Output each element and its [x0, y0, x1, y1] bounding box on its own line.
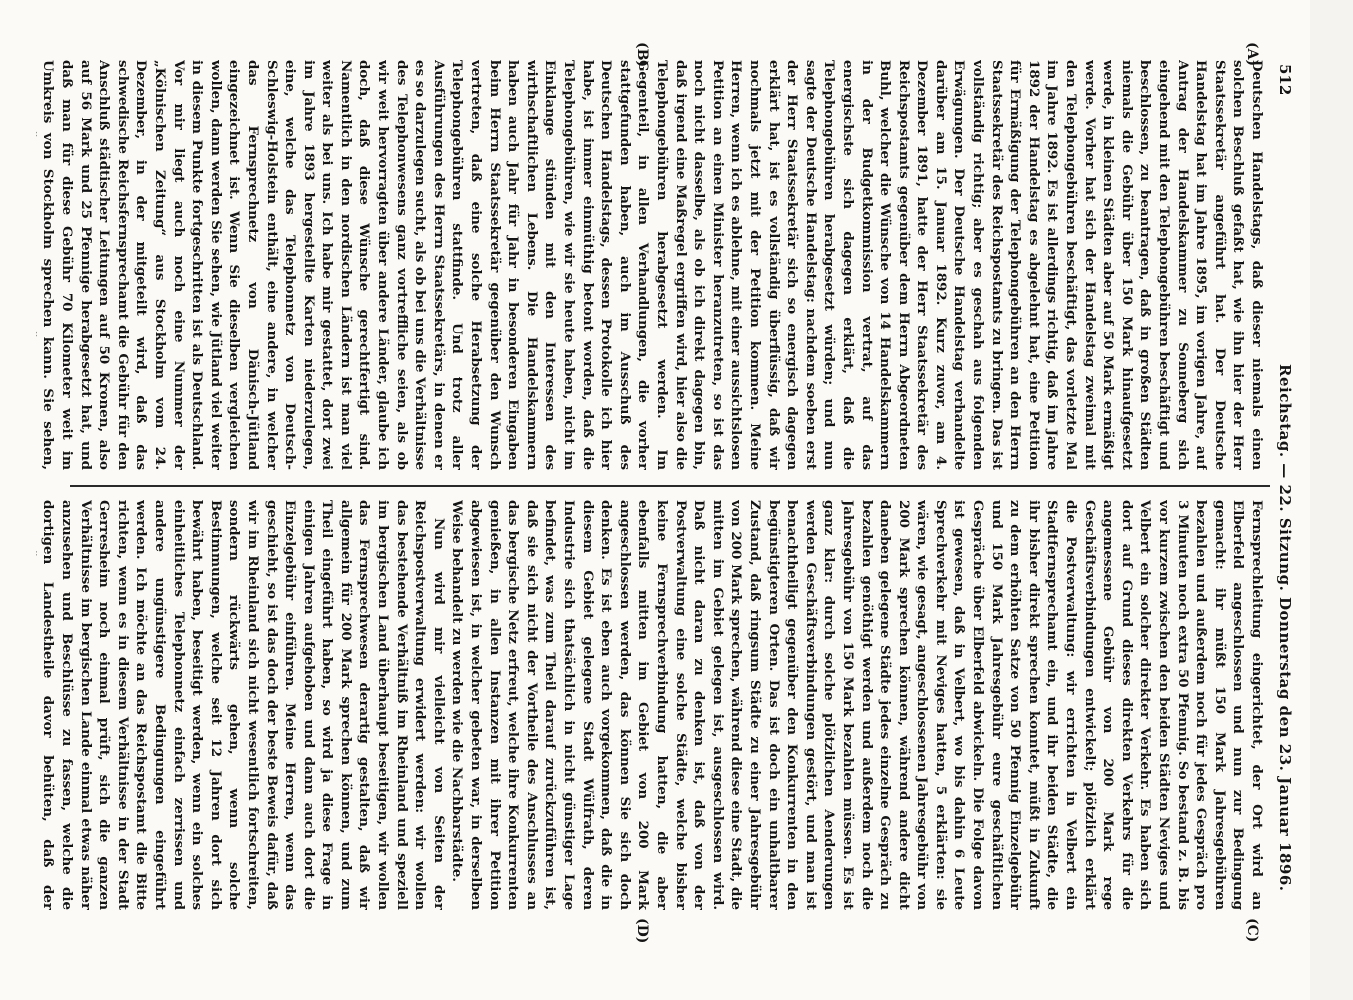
margin-marker-a: (A): [1244, 42, 1260, 67]
margin-marker-c: (C): [1244, 918, 1260, 943]
session-info: Reichstag. — 22. Sitzung. Donnerstag den 23. Januar 1896.: [1276, 364, 1294, 892]
paragraph: Fernsprechleitung eingerichtet, der Ort wird an Elberfeld angeschlossen und nun zur Bedingung gemacht: ihr müßt 150 Mark Jahresgebühren bezahlen und außerdem noch für jedes Gespräch pro 3 Minuten noch extra 50 Pfennig. So bestand z. B. bis vor kurzem zwischen den beiden Städten Neviges und Velbert ein solcher direkter Verkehr. Es haben sich dort auf Grund dieses direkten Verkehrs für die angemessene Gebühr von 200 Mark rege Geschäftsverbindungen entwickelt; plötzlich erklärt die Postverwaltung: wir errichten in Velbert ein Stadtfernsprechamt ein, und ihr beiden Städte, die ihr bisher direkt sprechen konntet, müßt in Zukunft zu dem erhöhten Satze von 50 Pfennig Einzelgebühr und 150 Mark Jahresgebühr eure geschäftlichen Gespräche über Elberfeld abwickeln. Die Folge davon ist gewesen, daß in Velbert, wo bis dahin 6 Leute Sprechverkehr mit Neviges hatten, 5 erklärten: sie wären, wie gesagt, angeschlossenen Jahresgebühr von 200 Mark sprechen können, während andere dicht daneben gelegene Städte jedes einzelne Gespräch zu bezahlen genöthigt werden und außerdem noch die Jahresgebühr von 150 Mark bezahlen müssen. Es ist ganz klar: durch solche plötzlichen Aenderungen werden Geschäftsverbindungen gestört, und man ist benachtheiligt gegenüber den Konkurrenten in den begünstigteren Orten. Das ist doch ein unhaltbarer Zustand, daß ringsum Städte zu einer Jahresgebühr von 200 Mark sprechen, während diese eine Stadt, die mitten im Gebiet gelegen ist, ausgeschlossen wird. Daß nicht daran zu denken ist, daß von der Postverwaltung eine solche Städte, welche bisher keine Fernsprechverbindung hatten, die aber ebenfalls mitten im Gebiet von 200 Mark angeschlossen werden, das können Sie sich doch denken. Es ist eben auch vorgekommen, daß die in diesem Gebiet gelegene Stadt Wülfrath, deren Industrie sich thatsächlich in nicht günstiger Lage befindet, was zum Theil darauf zurückzuführen ist, daß sie sich nicht der Vortheile des Anschlusses an das bergische Netz erfreut, welche ihre Konkurrenten genießen, in allen Instanzen mit ihrer Petition abgewiesen ist, in welcher gebeten war, in derselben Weise behandelt zu werden wie die Nachbarstädte.: [449, 500, 1265, 910]
margin-marker-d: (D): [634, 918, 650, 944]
page-number: 512: [1276, 64, 1294, 96]
right-column: [36, 500, 1266, 910]
column-divider: [70, 485, 1270, 487]
left-column: [36, 60, 1266, 470]
paragraph: Deutschen Handelstags, daß dieser niemals einen solchen Beschluß gefaßt hat, wie ihn hier der Herr Staatssekretär angeführt hat. Der Deutsche Handelstag hat im Jahre 1895, im vorigen Jahre, auf Antrag der Handelskammer zu Sonneberg sich eingehend mit den Telephongebühren beschäftigt und beschlossen, zu beantragen, daß in großen Städten niemals die Gebühr über 150 Mark hinaufgesetzt werde, in kleinen Städten aber auf 50 Mark ermäßigt werde. Vorher hat sich der Handelstag zweimal mit den Telephongebühren beschäftigt, das vorletzte Mal im Jahre 1892. Es ist allerdings richtig, daß im Jahre 1892 der Handelstag es abgelehnt hat, eine Petition für Ermäßigung der Telephongebühren an den Herrn Staatssekretär des Reichspostamts zu bringen. Das ist vollständig richtig; aber es geschah aus folgenden Erwägungen. Der Deutsche Handelstag verhandelte darüber am 15. Januar 1892. Kurz zuvor, am 4. Dezember 1891, hatte der Herr Staatssekretär des Reichspostamts gegenüber dem Herrn Abgeordneten Buhl, welcher die Wünsche von 14 Handelskammern in der Budgetkommission vertrat, auf das energischste sich dagegen erklärt, daß die Telephongebühren herabgesetzt würden; und nun sagte der Deutsche Handelstag: nachdem soeben erst der Herr Staatssekretär sich so energisch dagegen erklärt hat, ist es vollständig überflüssig, daß wir nochmals jetzt mit der Petition kommen. Meine Herren, wenn ich es ablehne, mit einer aussichtslosen Petition an einen Minister heranzutreten, so ist das noch nicht dasselbe, als ob ich direkt dagegen bin, daß irgend eine Maßregel ergriffen wird, hier also die Telephongebühren herabgesetzt werden. Im Gegenteil, in allen Verhandlungen, die vorher stattgefunden haben, auch im Ausschuß des Deutschen Handelstags, dessen Protokolle ich hier habe, ist immer einmüthig betont worden, daß die Telephongebühren, wie wir sie heute haben, nicht im Einklange stünden mit den Interessen des wirthschaftlichen Lebens. Die Handelskammern haben auch Jahr für Jahr in besonderen Eingaben beim Herrn Staatssekretär gegenüber den Wunsch vertreten, daß eine solche Herabsetzung der Telephongebühren stattfinde. Und trotz aller Ausführungen des Herrn Staatssekretärs, in denen er es so darzulegen sucht, als ob bei uns die Verhältnisse des Telephonwesens ganz vortreffliche seien, als ob wir weit hervorragten über andere Länder, glaube ich doch, daß diese Wünsche gerechtfertigt sind. Namentlich in den nordischen Ländern ist man viel weiter als bei uns. Ich habe mir gestattet, dort zwei im Jahre 1893 hergestellte Karten niederzulegen, eine, welche das Telephonnetz von Deutsch-Schleswig-Holstein enthält, eine andere, in welcher das Fernsprechnetz von Dänisch-Jütland eingezeichnet ist. Wenn Sie dieselben vergleichen wollen, dann werden Sie sehen, wie Jütland viel weiter in diesem Punkte fortgeschritten ist als Deutschland. Vor mir liegt auch noch eine Nummer der „Kölnischen Zeitung“ aus Stockholm vom 24. Dezember, in der mitgeteilt wird, daß das schwedische Reichsfernsprechamt die Gebühr für den Anschluß städtischer Leitungen auf 50 Kronen, also auf 56 Mark und 25 Pfennige herabgesetzt hat, und daß man für diese Gebühr 70 Kilometer weit im Umkreis von Stockholm sprechen kann. Sie sehen,: [40, 60, 1265, 470]
running-head: [1268, 64, 1298, 944]
margin-marker-b: (B): [634, 42, 650, 68]
paragraph: Nun wird mir vielleicht von Seiten der Reichspostverwaltung erwidert werden: wir wollen das bestehende Verhältniß im Rheinland und speziell im bergischen Land überhaupt beseitigen, wir wollen das Fernsprechwesen derartig gestalten, daß wir allgemein für 200 Mark sprechen können, und zum Theil eingeführt haben, so wird ja diese Frage in einigen Jahren aufgehoben und dann auch dort die Einzelgebühr einführen. Meine Herren, wenn das geschieht, so ist das doch der beste Beweis dafür, daß wir im Rheinland sich nicht wesentlich fortschreiten, sondern rückwärts gehen, wenn solche Bestimmungen, welche seit 12 Jahren dort sich bewährt haben, beseitigt werden, wenn ein solches einheitliches Telephonnetz einfach zerrissen und andere ungünstigere Bedingungen eingeführt werden. Ich möchte an das Reichspostamt die Bitte richten, wenn es in diesem Verhältnisse in der Stadt Gerresheim noch einmal prüft, sich die ganzen Verhältnisse im bergischen Lande einmal etwas näher anzusehen und Beschlüsse zu fassen, welche die dortigen Landestheile davor behüten, daß der: [40, 500, 447, 910]
